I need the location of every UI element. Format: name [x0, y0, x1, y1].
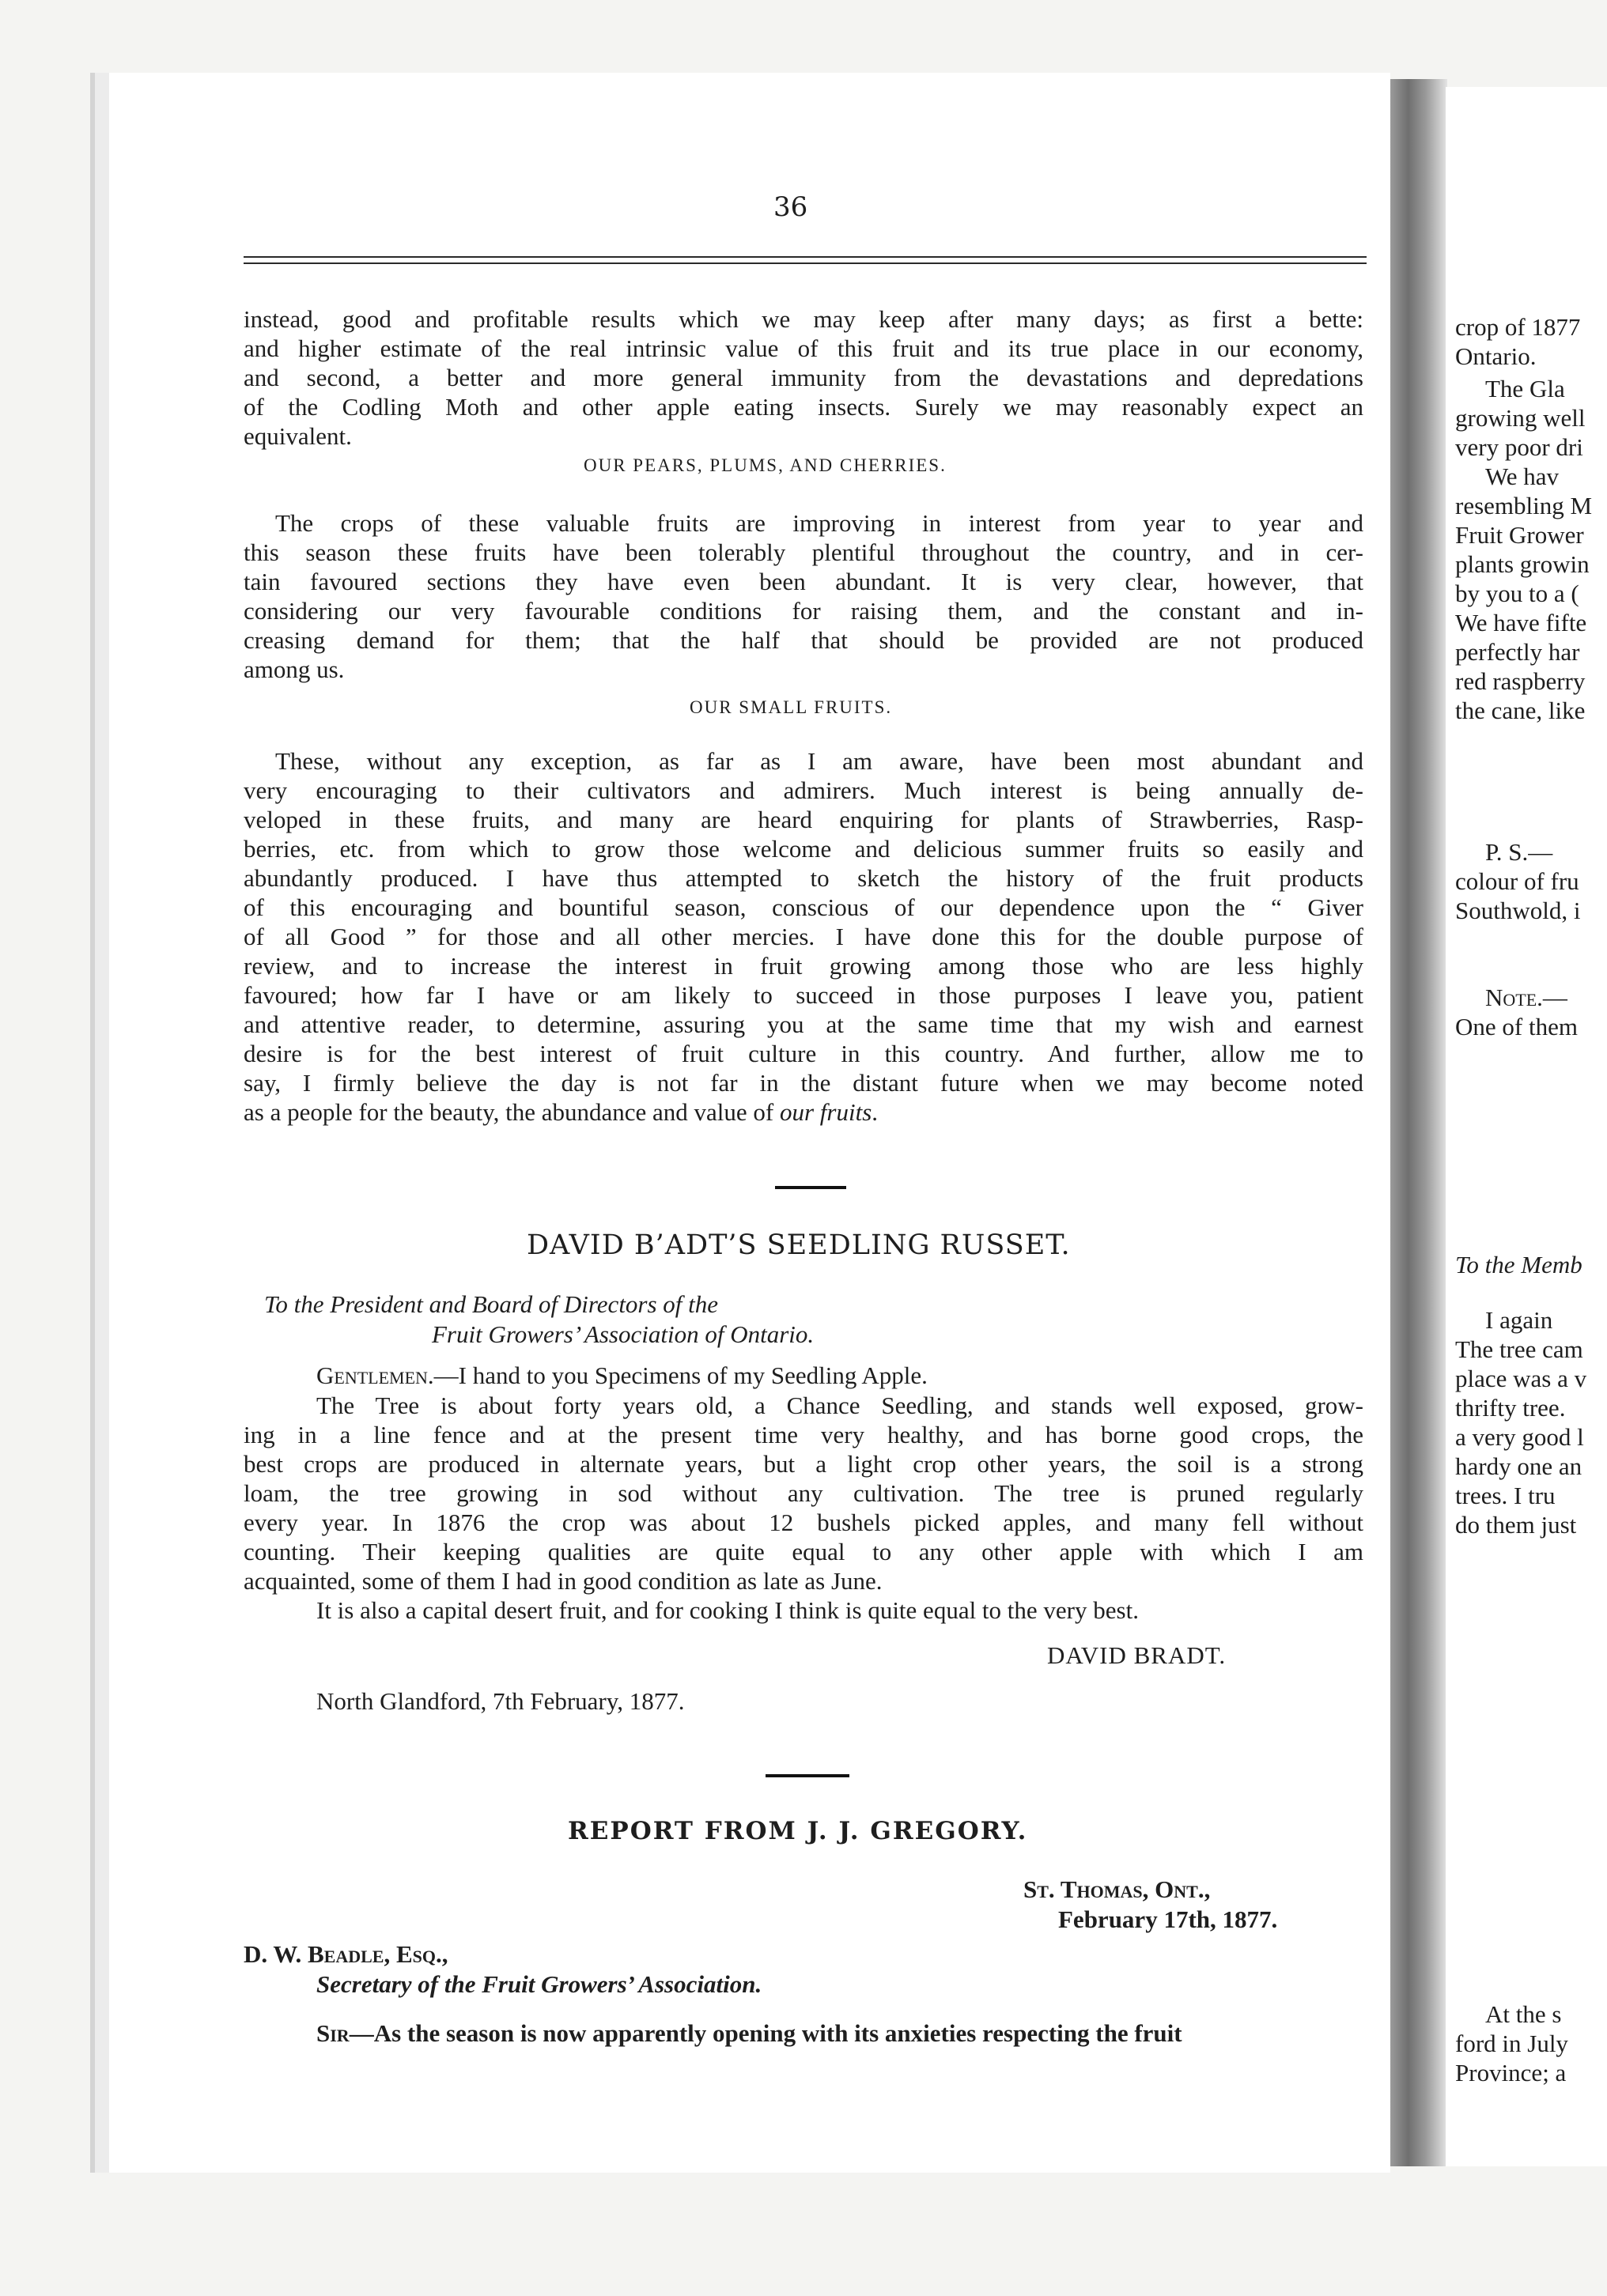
addressee: D. W. Beadle, Esq., [244, 1940, 448, 1968]
fragment-line: P. S.— [1485, 838, 1553, 866]
report-title: REPORT FROM J. J. GREGORY. [568, 1817, 1028, 1845]
text-line: abundantly produced. I have thus attempted to sketch the history of the fruit products [244, 864, 1363, 892]
salutation-caps: Gentlemen. [316, 1361, 434, 1389]
fragment-line: The Gla [1485, 375, 1565, 402]
fragment-line: We have fifte [1455, 609, 1587, 636]
fragment-line: At the s [1485, 2000, 1562, 2028]
text-segment: . [872, 1098, 879, 1126]
report-opening [316, 2019, 1363, 2048]
text-line: considering our very favourable conditions for raising them, and the constant and in- [244, 597, 1363, 625]
address-line: Fruit Growers’ Association of Ontario. [432, 1320, 815, 1348]
text-line: ing in a line fence and at the present time very healthy, and has borne good crops, the [244, 1421, 1363, 1448]
fragment-line: colour of fru [1455, 867, 1579, 895]
fragment-line: trees. I tru [1455, 1482, 1556, 1509]
text-line: among us. [244, 655, 345, 683]
fragment-line: We hav [1485, 463, 1560, 490]
fragment-line: hardy one an [1455, 1452, 1582, 1480]
place-date: North Glandford, 7th February, 1877. [316, 1687, 685, 1715]
fragment-line: resembling M [1455, 492, 1593, 519]
fragment-line: by you to a ( [1455, 580, 1579, 607]
italic-phrase: our fruits [779, 1098, 872, 1126]
text-line: and second, a better and more general immunity from the devastations and depredations [244, 364, 1363, 391]
salutation-caps: Sir [316, 2019, 350, 2047]
text-line: The Tree is about forty years old, a Chance Seedling, and stands well exposed, grow- [316, 1392, 1363, 1419]
fragment-line: To the Memb [1455, 1251, 1582, 1278]
text-line: loam, the tree growing in sod without any cultivation. The tree is pruned regularly [244, 1479, 1363, 1507]
signature: DAVID BRADT. [1047, 1641, 1227, 1669]
header-rule-top [244, 256, 1367, 258]
text-line: favoured; how far I have or am likely to succeed in those purposes I leave you, patient [244, 981, 1363, 1009]
report-place: St. Thomas, Ont., [1023, 1875, 1211, 1903]
text-line: this season these fruits have been tolerably plentiful throughout the country, and in cer- [244, 538, 1363, 566]
text-line: of the Codling Moth and other apple eating insects. Surely we may reasonably expect an [244, 393, 1363, 421]
text-line: and higher estimate of the real intrinsic value of this fruit and its true place in our economy, [244, 334, 1363, 362]
left-page [95, 73, 1390, 2173]
fragment-line: the cane, like [1455, 697, 1586, 724]
text-line: instead, good and profitable results which we may keep after many days; as first a bette: [244, 305, 1363, 333]
text-line: berries, etc. from which to grow those welcome and delicious summer fruits so easily and [244, 835, 1363, 863]
salutation-text: —I hand to you Specimens of my Seedling Apple. [433, 1361, 928, 1389]
letter-title: DAVID B’ADT’S SEEDLING RUSSET. [527, 1229, 1071, 1261]
fragment-line: red raspberry [1455, 667, 1586, 695]
fragment-line: The tree cam [1455, 1335, 1583, 1363]
text-line: say, I firmly believe the day is not far in the distant future when we may become noted [244, 1069, 1363, 1097]
report-date: February 17th, 1877. [1058, 1905, 1278, 1933]
section-divider [775, 1186, 846, 1189]
fragment-line: perfectly har [1455, 638, 1580, 666]
fragment-line: thrifty tree. [1455, 1394, 1566, 1422]
text-line: tain favoured sections they have even been abundant. It is very clear, however, that [244, 568, 1363, 595]
text-line: The crops of these valuable fruits are improving in interest from year to year and [275, 509, 1363, 537]
text-line: It is also a capital desert fruit, and for cooking I think is quite equal to the very best. [316, 1596, 1139, 1624]
addressee-title: Secretary of the Fruit Growers’ Association. [316, 1970, 762, 1998]
fragment-line: a very good l [1455, 1423, 1584, 1451]
fragment-line: plants growin [1455, 550, 1590, 578]
salutation-text: —As the season is now apparently opening with its anxieties respecting the fruit [349, 2019, 1182, 2047]
text-line: desire is for the best interest of fruit culture in this country. And further, allow me to [244, 1040, 1363, 1067]
fragment-line: place was a v [1455, 1365, 1587, 1392]
header-rule-bottom [244, 262, 1367, 264]
text-line: very encouraging to their cultivators and admirers. Much interest is being annually de- [244, 776, 1363, 804]
fragment-line: crop of 1877 [1455, 313, 1581, 341]
text-line: every year. In 1876 the crop was about 12 bushels picked apples, and many fell without [244, 1509, 1363, 1536]
salutation [316, 1361, 928, 1390]
text-line: review, and to increase the interest in fruit growing among those who are less highly [244, 952, 1363, 980]
page-number: 36 [773, 191, 808, 223]
text-line: best crops are produced in alternate years, but a light crop other years, the soil is a strong [244, 1450, 1363, 1478]
text-segment: as a people for the beauty, the abundance and value of [244, 1098, 780, 1126]
text-line: of all Good ” for those and all other mercies. I have done this for the double purpose of [244, 923, 1363, 950]
fragment-line: I again [1485, 1306, 1553, 1334]
text-line: of this encouraging and bountiful season, conscious of our dependence upon the “ Giver [244, 893, 1363, 921]
fragment-line: Southwold, i [1455, 897, 1581, 924]
fragment-line: very poor dri [1455, 433, 1583, 461]
text-line: equivalent. [244, 422, 352, 450]
fragment-line: Fruit Grower [1455, 521, 1584, 549]
section-heading-pears: OUR PEARS, PLUMS, AND CHERRIES. [584, 455, 947, 475]
fragment-line: do them just [1455, 1511, 1577, 1539]
text-line: veloped in these fruits, and many are heard enquiring for plants of Strawberries, Rasp- [244, 806, 1363, 833]
fragment-line: growing well [1455, 404, 1586, 432]
fragment-line: Ontario. [1455, 342, 1537, 370]
text-line: These, without any exception, as far as I am aware, have been most abundant and [275, 747, 1363, 775]
fragment-line: One of them [1455, 1013, 1578, 1040]
fragment-line: ford in July [1455, 2030, 1568, 2057]
text-line: creasing demand for them; that the half that should be provided are not produced [244, 626, 1363, 654]
section-heading-small-fruits: OUR SMALL FRUITS. [690, 697, 893, 717]
text-line-last [244, 1098, 878, 1127]
section-divider [766, 1774, 849, 1777]
text-line: counting. Their keeping qualities are quite equal to any other apple with which I am [244, 1538, 1363, 1565]
text-line: acquainted, some of them I had in good condition as late as June. [244, 1567, 883, 1595]
address-line: To the President and Board of Directors of the [264, 1290, 719, 1318]
right-page [1446, 87, 1607, 2166]
fragment-line: Province; a [1455, 2059, 1567, 2086]
text-line: and attentive reader, to determine, assuring you at the same time that my wish and earnest [244, 1010, 1363, 1038]
fragment-line: Note.— [1485, 984, 1567, 1011]
